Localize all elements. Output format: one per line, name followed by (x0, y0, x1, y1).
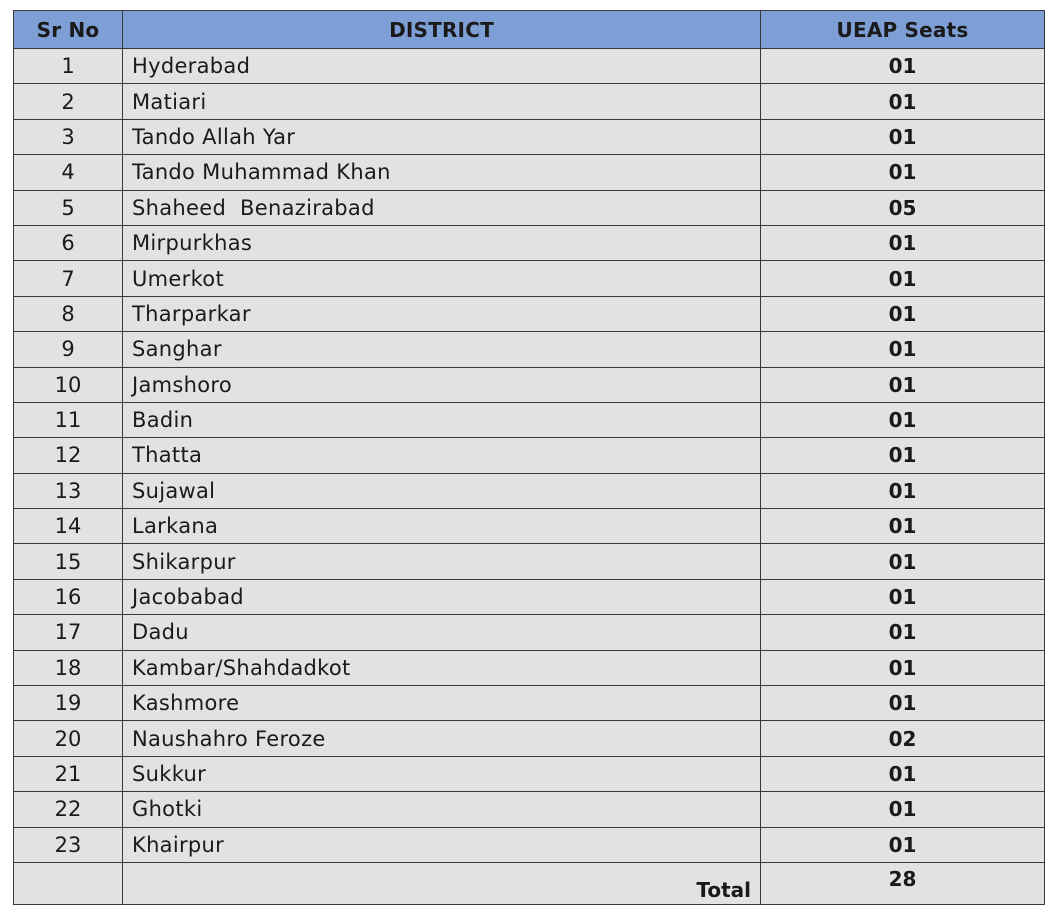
district-cell: Thatta (123, 438, 761, 473)
table-row (14, 615, 1045, 650)
sr-no-cell: 11 (14, 402, 123, 437)
table-row (14, 84, 1045, 119)
header-ueap-seats: UEAP Seats (761, 11, 1045, 49)
seats-cell: 01 (761, 473, 1045, 508)
seats-cell: 01 (761, 225, 1045, 260)
table-row (14, 473, 1045, 508)
seats-cell: 01 (761, 296, 1045, 331)
seats-cell: 01 (761, 155, 1045, 190)
table-header (14, 11, 1045, 49)
sr-no-cell: 20 (14, 721, 123, 756)
seats-cell: 01 (761, 261, 1045, 296)
seats-cell: 01 (761, 119, 1045, 154)
seats-cell: 02 (761, 721, 1045, 756)
district-cell: Sujawal (123, 473, 761, 508)
district-cell: Shaheed Benazirabad (123, 190, 761, 225)
district-seats-table (13, 10, 1045, 905)
seats-cell: 01 (761, 686, 1045, 721)
district-cell: Jamshoro (123, 367, 761, 402)
table-row (14, 509, 1045, 544)
header-sr-no: Sr No (14, 11, 123, 49)
sr-no-cell: 18 (14, 650, 123, 685)
sr-no-cell: 10 (14, 367, 123, 402)
district-cell: Khairpur (123, 827, 761, 862)
district-cell: Naushahro Feroze (123, 721, 761, 756)
district-cell: Matiari (123, 84, 761, 119)
table-row (14, 579, 1045, 614)
district-cell: Dadu (123, 615, 761, 650)
sr-no-cell: 2 (14, 84, 123, 119)
table-body (14, 49, 1045, 905)
table-row (14, 438, 1045, 473)
header-district: DISTRICT (123, 11, 761, 49)
table-row (14, 792, 1045, 827)
seats-cell: 01 (761, 650, 1045, 685)
total-row (14, 862, 1045, 904)
sr-no-cell: 6 (14, 225, 123, 260)
sr-no-cell: 21 (14, 756, 123, 791)
table-row (14, 402, 1045, 437)
table-row (14, 544, 1045, 579)
sr-no-cell: 9 (14, 332, 123, 367)
seats-cell: 01 (761, 544, 1045, 579)
table-row (14, 367, 1045, 402)
district-cell: Ghotki (123, 792, 761, 827)
sr-no-cell: 7 (14, 261, 123, 296)
header-row (14, 11, 1045, 49)
seats-cell: 01 (761, 756, 1045, 791)
sr-no-cell: 16 (14, 579, 123, 614)
table-row (14, 756, 1045, 791)
district-cell: Larkana (123, 509, 761, 544)
seats-cell: 01 (761, 579, 1045, 614)
sr-no-cell: 15 (14, 544, 123, 579)
table-row (14, 49, 1045, 84)
table-row (14, 686, 1045, 721)
district-cell: Kashmore (123, 686, 761, 721)
sr-no-cell: 17 (14, 615, 123, 650)
district-cell: Umerkot (123, 261, 761, 296)
district-cell: Tando Muhammad Khan (123, 155, 761, 190)
sr-no-cell: 12 (14, 438, 123, 473)
sr-no-cell: 19 (14, 686, 123, 721)
sr-no-cell: 23 (14, 827, 123, 862)
table-row (14, 261, 1045, 296)
seats-cell: 01 (761, 84, 1045, 119)
district-cell: Kambar/Shahdadkot (123, 650, 761, 685)
sr-no-cell: 4 (14, 155, 123, 190)
sr-no-cell: 8 (14, 296, 123, 331)
seats-cell: 05 (761, 190, 1045, 225)
district-cell: Hyderabad (123, 49, 761, 84)
seats-cell: 01 (761, 509, 1045, 544)
table-row (14, 827, 1045, 862)
seats-cell: 01 (761, 402, 1045, 437)
sr-no-cell: 5 (14, 190, 123, 225)
table-row (14, 225, 1045, 260)
sr-no-cell: 3 (14, 119, 123, 154)
district-cell: Badin (123, 402, 761, 437)
sr-no-cell: 1 (14, 49, 123, 84)
seats-cell: 01 (761, 49, 1045, 84)
sr-no-cell: 22 (14, 792, 123, 827)
seats-cell: 01 (761, 792, 1045, 827)
total-value: 28 (761, 862, 1045, 904)
district-cell: Sanghar (123, 332, 761, 367)
seats-cell: 01 (761, 615, 1045, 650)
sr-no-cell: 14 (14, 509, 123, 544)
total-empty-cell (14, 862, 123, 904)
district-cell: Shikarpur (123, 544, 761, 579)
total-label: Total (123, 862, 761, 904)
seats-cell: 01 (761, 332, 1045, 367)
table-row (14, 296, 1045, 331)
district-cell: Tharparkar (123, 296, 761, 331)
table-row (14, 332, 1045, 367)
district-cell: Sukkur (123, 756, 761, 791)
seats-cell: 01 (761, 827, 1045, 862)
table-row (14, 721, 1045, 756)
table-row (14, 650, 1045, 685)
table-row (14, 155, 1045, 190)
district-cell: Tando Allah Yar (123, 119, 761, 154)
sr-no-cell: 13 (14, 473, 123, 508)
table-row (14, 119, 1045, 154)
table-row (14, 190, 1045, 225)
seats-cell: 01 (761, 438, 1045, 473)
district-cell: Jacobabad (123, 579, 761, 614)
district-cell: Mirpurkhas (123, 225, 761, 260)
seats-cell: 01 (761, 367, 1045, 402)
